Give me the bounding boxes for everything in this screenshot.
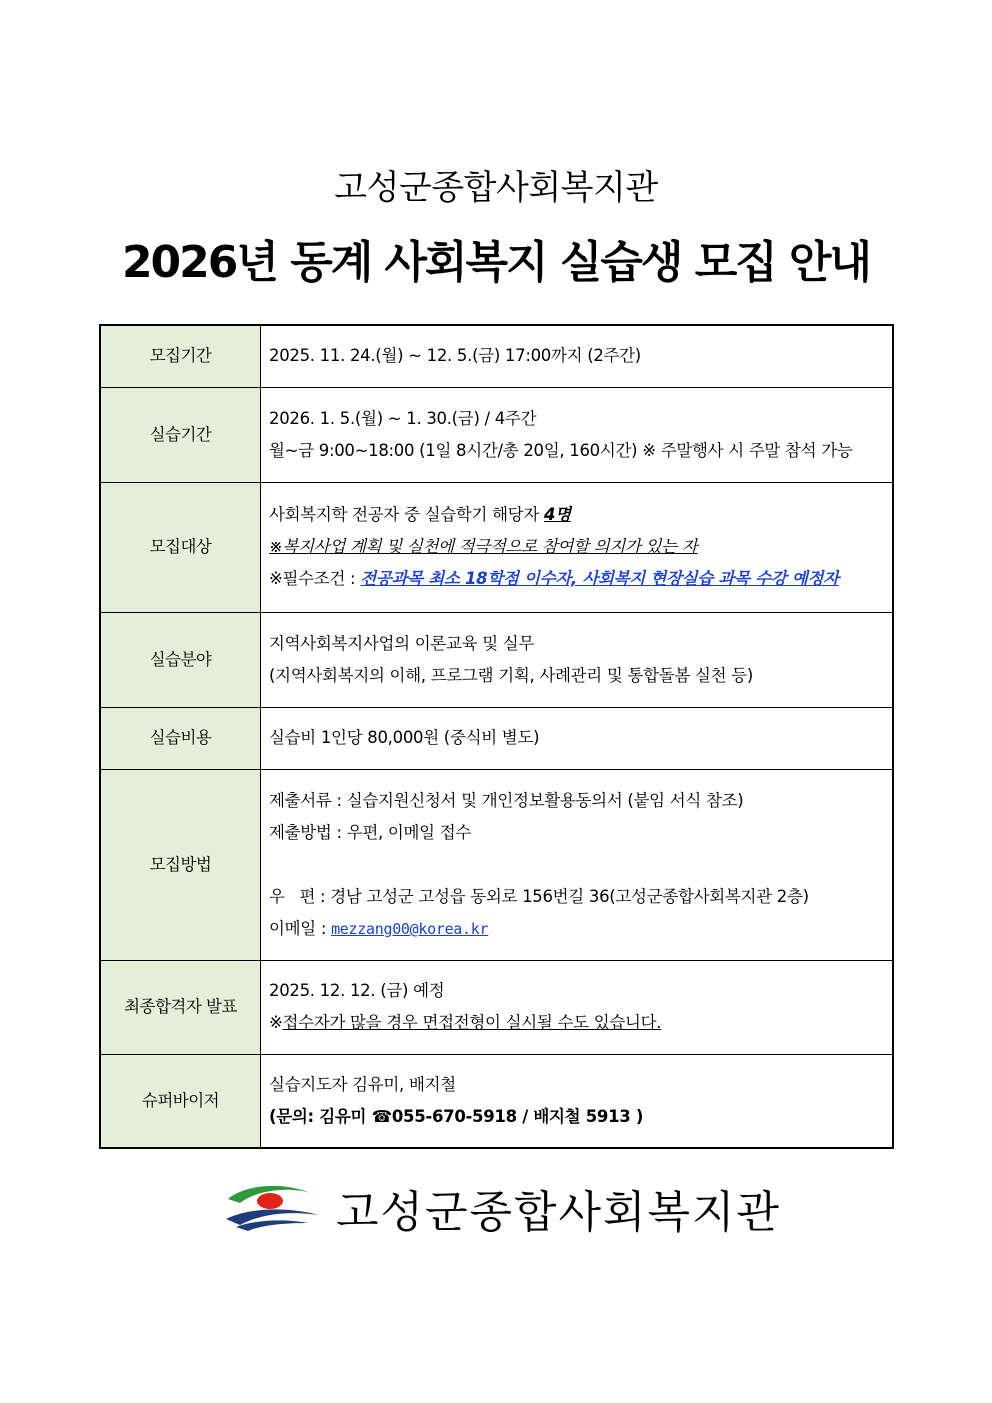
field-main: 지역사회복지사업의 이론교육 및 실무 [269, 633, 535, 653]
field-detail: (지역사회복지의 이해, 프로그램 기획, 사례관리 및 통합돌봄 실천 등) [269, 665, 753, 685]
target-line [269, 499, 892, 531]
requirement-label: ※필수조건 : [269, 569, 361, 588]
method-submit: 제출방법 : 우편, 이메일 접수 [269, 822, 472, 842]
value-recruit-period [261, 325, 894, 387]
page-title: 2026년 동계 사회복지 실습생 모집 안내 [121, 237, 871, 288]
announce-note [269, 1007, 892, 1039]
note-mark: ※ [269, 1013, 283, 1032]
label-supervisor: 슈퍼바이저 [100, 1054, 261, 1148]
row-field [100, 612, 893, 707]
row-supervisor [100, 1054, 893, 1148]
practice-period-hours: 월~금 9:00~18:00 (1일 8시간/총 20일, 160시간) ※ 주말행사 시 주말 참석 가능 [269, 440, 853, 460]
welfare-center-logo-icon [222, 1181, 322, 1235]
announce-date: 2025. 12. 12. (금) 예정 [269, 981, 445, 1000]
footer-org-name: 고성군종합사회복지관 [336, 1187, 782, 1238]
label-field: 실습분야 [100, 612, 261, 707]
footer-brand [222, 1178, 781, 1238]
value-field [261, 612, 894, 707]
value-practice-period [261, 387, 894, 482]
cost-text: 실습비 1인당 80,000원 (중식비 별도) [269, 728, 540, 747]
requirement-condition: 전공과목 최소 18학점 이수자, 사회복지 현장실습 과목 수강 예정자 [360, 569, 839, 588]
method-email-line [269, 913, 892, 945]
note-text: 접수자가 많을 경우 면접전형이 실시될 수도 있습니다. [282, 1013, 662, 1032]
practice-period-dates: 2026. 1. 5.(월) ~ 1. 30.(금) / 4주간 [269, 408, 537, 428]
value-supervisor [261, 1054, 894, 1148]
method-docs: 제출서류 : 실습지원신청서 및 개인정보활용동의서 (붙임 서식 참조) [269, 790, 744, 810]
recruitment-info-table [99, 324, 894, 1149]
row-recruit-period [100, 325, 893, 387]
row-cost [100, 707, 893, 769]
target-note: ※복지사업 계획 및 실천에 적극적으로 참여할 의지가 있는 자 [269, 537, 698, 556]
row-method [100, 769, 893, 960]
label-target: 모집대상 [100, 482, 261, 612]
target-count: 4명 [543, 505, 571, 524]
org-title: 고성군종합사회복지관 [334, 168, 658, 208]
target-desc: 사회복지학 전공자 중 실습학기 해당자 [269, 505, 544, 524]
method-spacer [269, 849, 892, 881]
label-recruit-period: 모집기간 [100, 325, 261, 387]
value-target [261, 482, 894, 612]
method-mail-address: 우 편 : 경남 고성군 고성읍 동외로 156번길 36(고성군종합사회복지관 2층) [269, 886, 809, 906]
email-label: 이메일 : [269, 918, 332, 938]
recruit-period-text: 2025. 11. 24.(월) ~ 12. 5.(금) 17:00까지 (2주간) [269, 346, 641, 366]
value-cost [261, 707, 894, 769]
row-practice-period [100, 387, 893, 482]
label-cost: 실습비용 [100, 707, 261, 769]
value-announce [261, 960, 894, 1054]
supervisor-contact: (문의: 김유미 ☎055-670-5918 / 배지철 5913 ) [269, 1106, 644, 1126]
label-practice-period: 실습기간 [100, 387, 261, 482]
label-method: 모집방법 [100, 769, 261, 960]
row-announce [100, 960, 893, 1054]
supervisor-names: 실습지도자 김유미, 배지철 [269, 1074, 456, 1094]
value-method [261, 769, 894, 960]
label-announce: 최종합격자 발표 [100, 960, 261, 1054]
target-requirement [269, 563, 892, 595]
email-link[interactable]: mezzang00@korea.kr [331, 919, 489, 938]
row-target [100, 482, 893, 612]
